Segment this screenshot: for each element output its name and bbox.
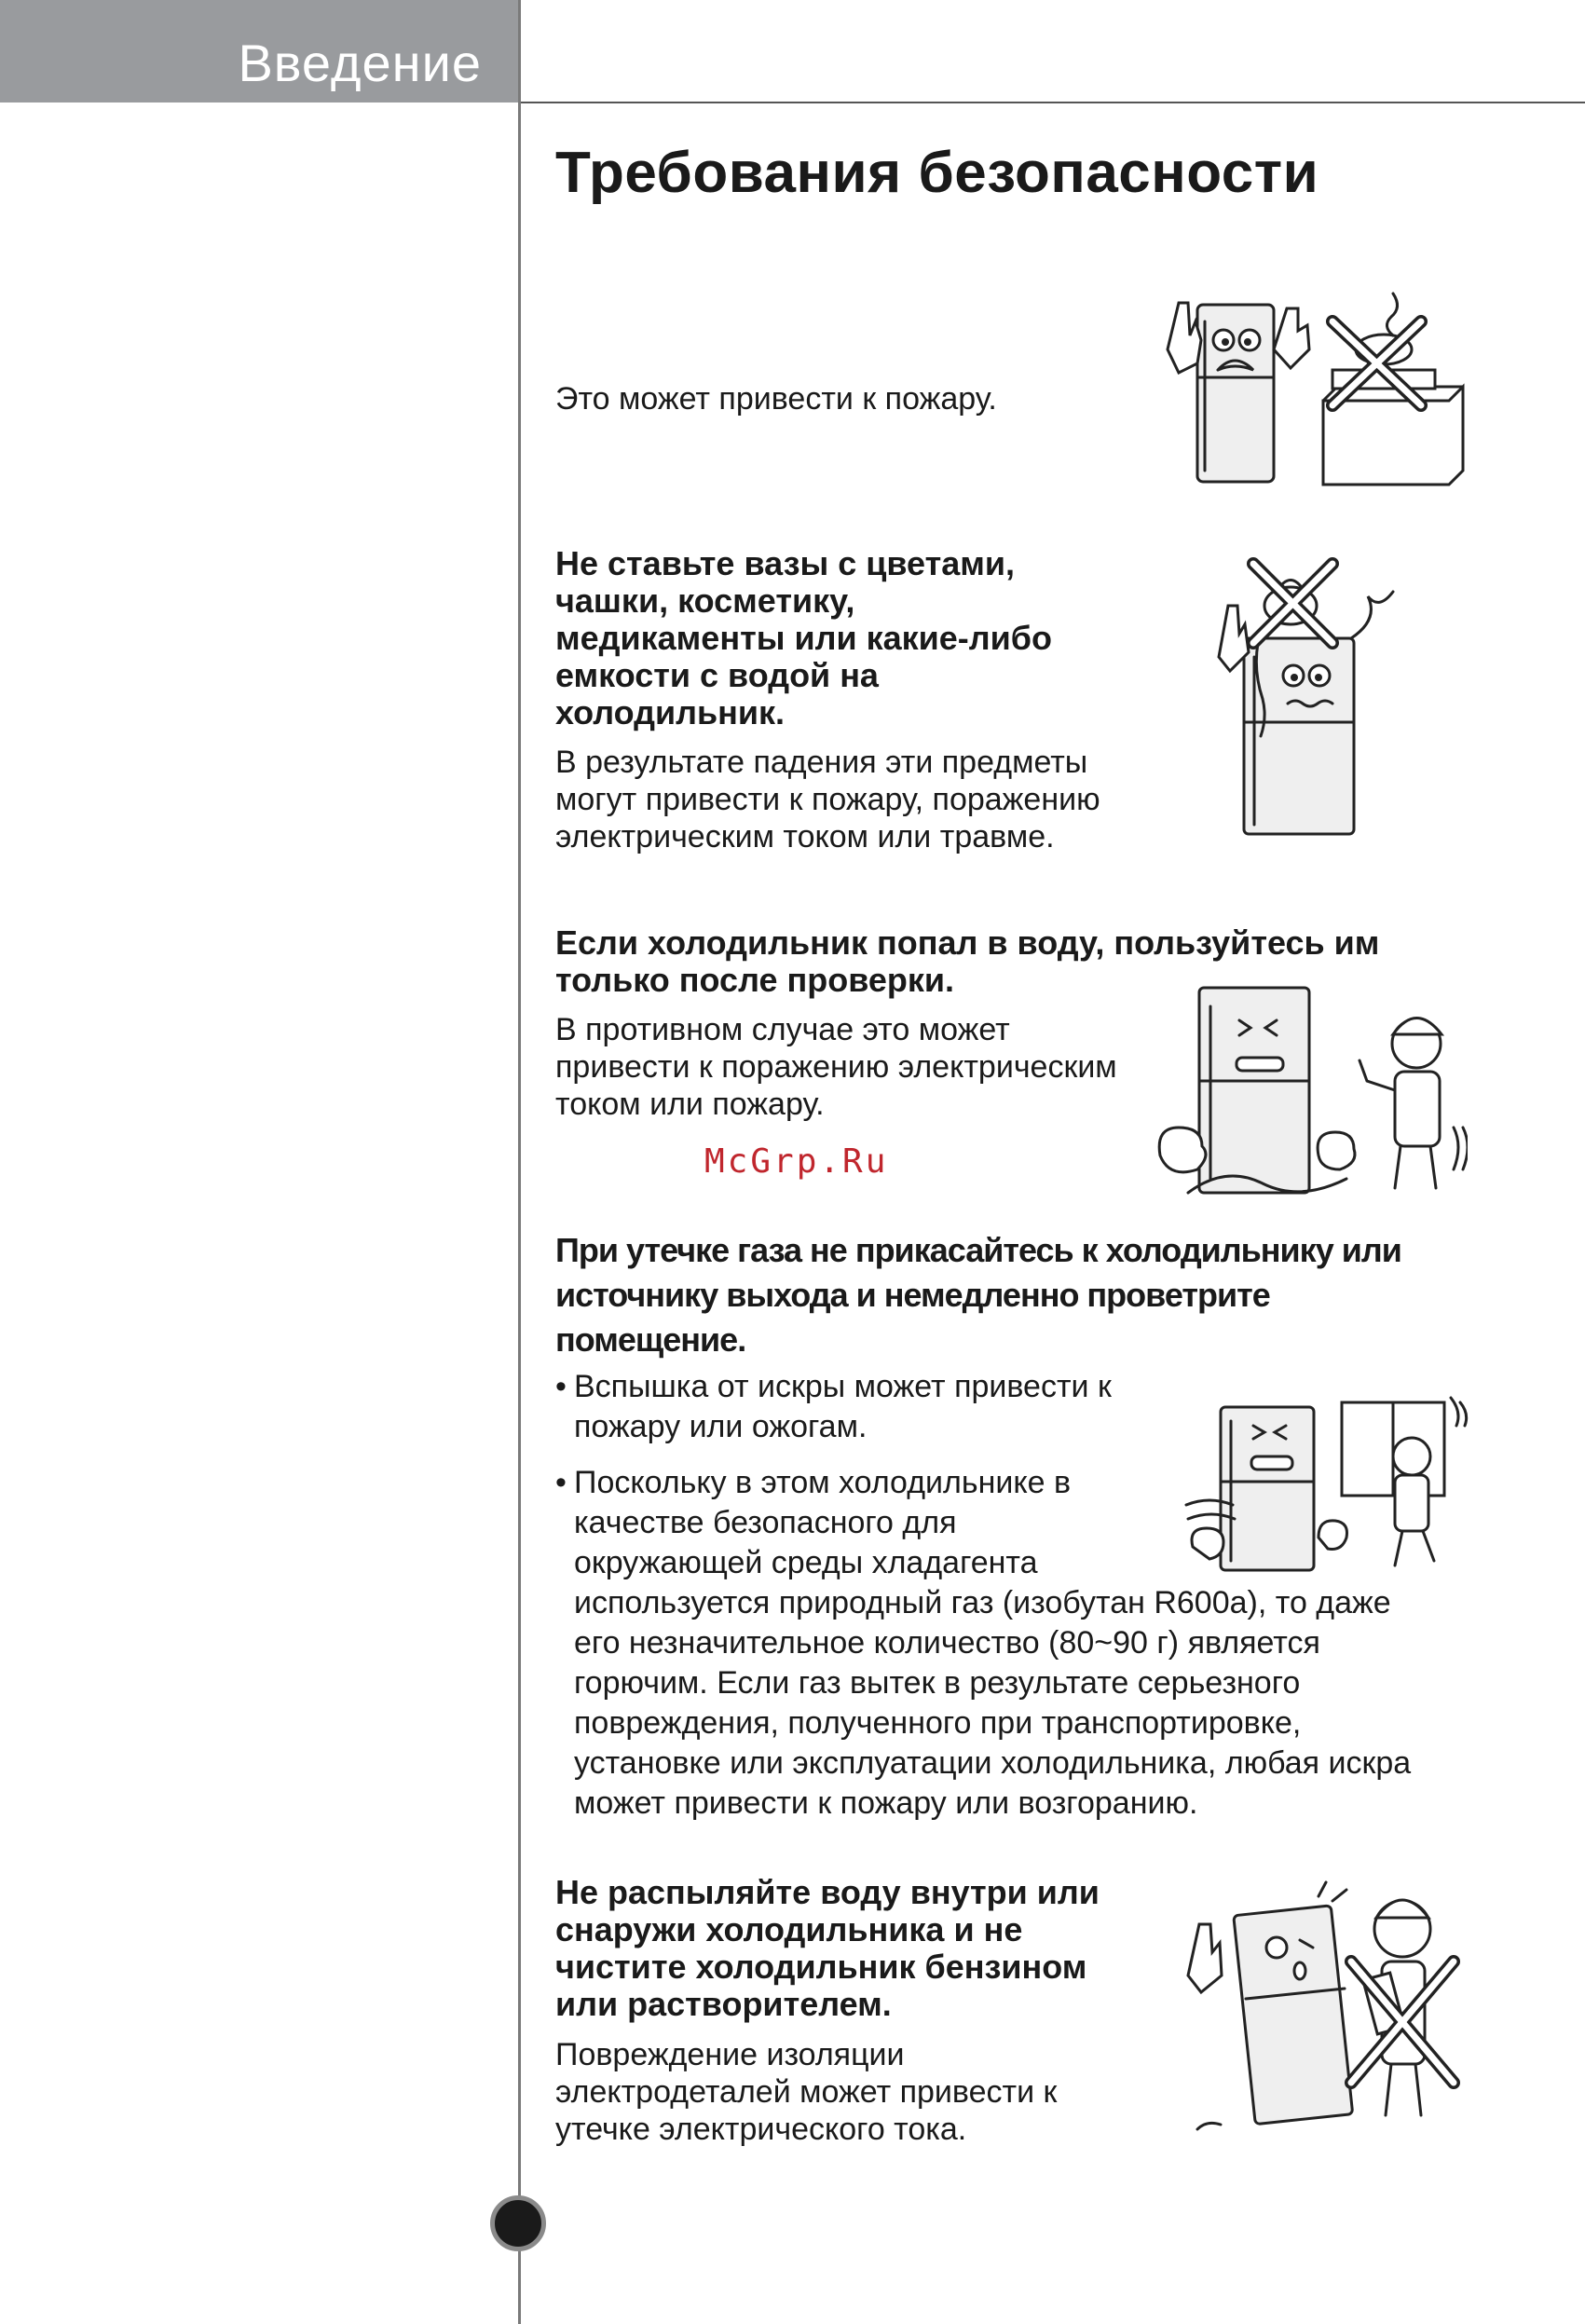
heading-line: источнику выхода и немедленно проветрите (555, 1276, 1270, 1314)
bullet-symbol: • (555, 1369, 567, 1404)
section-tab-label: Введение (238, 34, 482, 92)
section-tab (0, 0, 519, 103)
heading-line: чистите холодильник бензином (555, 1948, 1087, 1986)
heading-line: Не ставьте вазы с цветами, (555, 544, 1015, 582)
item-2-heading (555, 545, 1052, 731)
heading-line: Если холодильник попал в воду, пользуйтесь им (555, 923, 1380, 962)
body-line: могут привести к пожару, поражению (555, 782, 1100, 817)
heading-line: снаружи холодильника и не (555, 1910, 1023, 1948)
body-line: током или пожару. (555, 1087, 825, 1122)
item-4-heading (555, 1228, 1401, 1362)
bullet-symbol: • (555, 1465, 567, 1500)
fridge-near-stove-illustration (1141, 284, 1468, 494)
heading-line: или растворителем. (555, 1985, 892, 2023)
heading-line: медикаменты или какие-либо (555, 619, 1053, 657)
item-1-body: Это может привести к пожару. (555, 381, 997, 417)
body-line: электродеталей может привести к (555, 2074, 1058, 2110)
body-line: электрическим током или травме. (555, 819, 1055, 854)
bullet-line: качестве безопасного для (574, 1505, 957, 1540)
flooded-fridge-illustration (1151, 978, 1468, 1211)
page-marker (490, 2195, 546, 2251)
heading-line: емкости с водой на (555, 656, 879, 694)
heading-line: При утечке газа не прикасайтесь к холодильнику или (555, 1231, 1401, 1269)
heading-line: помещение. (555, 1320, 746, 1359)
heading-line: Не распыляйте воду внутри или (555, 1873, 1100, 1911)
heading-line: холодильник. (555, 693, 786, 731)
bullet-line: • Вспышка от искры может привести к (555, 1367, 1112, 1407)
bullet-line: может привести к пожару или возгоранию. (574, 1785, 1198, 1821)
item-4-bullet-1 (555, 1367, 1112, 1447)
body-line: В результате падения эти предметы (555, 745, 1088, 780)
body-line: Повреждение изоляции (555, 2037, 905, 2072)
bullet-line: • Поскольку в этом холодильнике в (555, 1463, 1411, 1503)
heading-line: чашки, косметику, (555, 581, 855, 620)
item-5-heading (555, 1874, 1100, 2023)
bullet-line: его незначительное количество (80~90 г) является (574, 1625, 1320, 1661)
no-spray-no-solvent-illustration (1169, 1873, 1468, 2143)
bullet-line: пожару или ожогам. (574, 1409, 868, 1444)
body-line: утечке электрического тока. (555, 2112, 967, 2147)
bullet-line: горючим. Если газ вытек в результате серьезного (574, 1665, 1301, 1701)
bullet-line: используется природный газ (изобутан R600a), то даже (574, 1585, 1391, 1620)
bullet-line: установке или эксплуатации холодильника, любая искра (574, 1745, 1412, 1781)
page-title: Требования безопасности (555, 141, 1319, 205)
heading-line: только после проверки. (555, 961, 955, 999)
body-line: В противном случае это может (555, 1012, 1010, 1047)
item-5-body (555, 2036, 1057, 2148)
body-line: привести к поражению электрическим (555, 1049, 1117, 1085)
fridge-with-vase-illustration (1202, 554, 1407, 843)
gas-leak-ventilation-illustration (1179, 1393, 1472, 1579)
header-rule (519, 102, 1585, 103)
watermark: McGrp.Ru (704, 1142, 889, 1181)
bullet-line: окружающей среды хладагента (574, 1545, 1038, 1580)
bullet-line: повреждения, полученного при транспортировке, (574, 1705, 1302, 1741)
item-3-body (555, 1011, 1117, 1123)
margin-rule (518, 0, 521, 2324)
item-2-body (555, 744, 1100, 855)
